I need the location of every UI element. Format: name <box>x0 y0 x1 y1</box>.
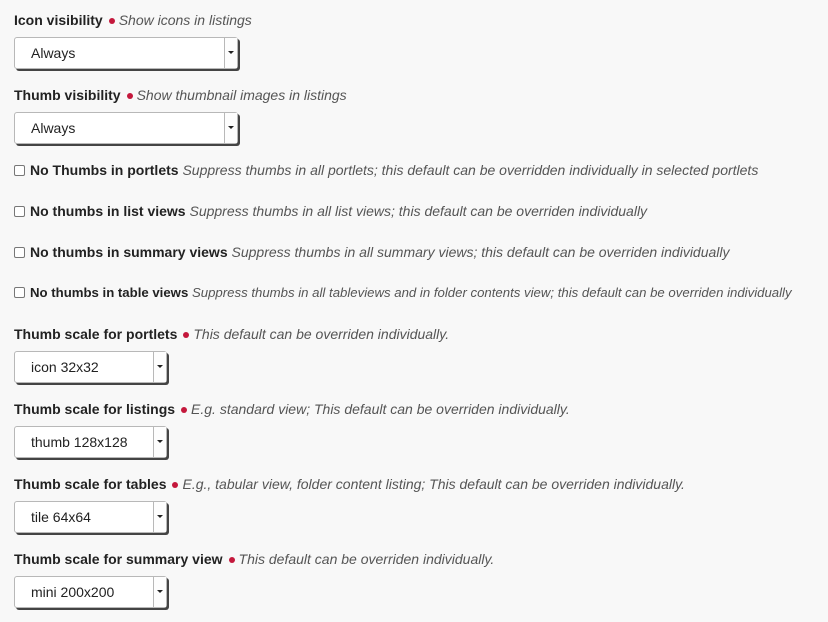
no-thumbs-summary-label[interactable]: No thumbs in summary views <box>30 244 228 260</box>
field-label-line <box>14 11 252 29</box>
icon-visibility-label: Icon visibility <box>14 12 103 28</box>
required-marker-icon <box>181 407 187 413</box>
chevron-down-icon <box>224 113 237 143</box>
required-marker-icon <box>229 557 235 563</box>
thumb-scale-summary-select[interactable] <box>14 576 167 608</box>
thumb-visibility-label: Thumb visibility <box>14 87 121 103</box>
required-marker-icon <box>109 18 115 24</box>
thumb-scale-portlets-label: Thumb scale for portlets <box>14 326 178 342</box>
no-thumbs-list-label[interactable]: No thumbs in list views <box>30 203 186 219</box>
field-label-line <box>14 550 494 568</box>
thumb-scale-listings-select[interactable] <box>14 426 167 458</box>
field-thumb-scale-portlets <box>14 325 450 375</box>
field-thumb-visibility <box>14 86 347 136</box>
thumb-scale-portlets-select[interactable] <box>14 351 167 383</box>
no-thumbs-summary-checkbox[interactable] <box>14 247 25 258</box>
chevron-down-icon <box>153 502 166 532</box>
chevron-down-icon <box>153 577 166 607</box>
field-thumb-scale-listings <box>14 400 570 450</box>
no-thumbs-list-checkbox[interactable] <box>14 206 25 217</box>
no-thumbs-portlets-help: Suppress thumbs in all portlets; this default can be overridden individually in selected portlets <box>182 162 759 178</box>
icon-visibility-value: Always <box>31 45 76 61</box>
no-thumbs-portlets-checkbox[interactable] <box>14 165 25 176</box>
thumb-scale-listings-label: Thumb scale for listings <box>14 401 176 417</box>
thumb-scale-tables-select[interactable] <box>14 501 167 533</box>
no-thumbs-table-checkbox[interactable] <box>14 287 25 298</box>
no-thumbs-summary-row <box>14 243 730 261</box>
no-thumbs-portlets-label[interactable]: No Thumbs in portlets <box>30 162 179 178</box>
field-label-line <box>14 475 685 493</box>
thumb-scale-listings-help: E.g. standard view; This default can be overriden individually. <box>191 401 570 417</box>
chevron-down-icon <box>224 38 237 68</box>
thumb-scale-tables-value: tile 64x64 <box>31 509 91 525</box>
icon-visibility-help: Show icons in listings <box>118 12 252 28</box>
no-thumbs-table-row <box>14 284 792 302</box>
thumb-visibility-select[interactable] <box>14 112 238 144</box>
required-marker-icon <box>172 482 178 488</box>
field-thumb-scale-summary <box>14 550 495 600</box>
no-thumbs-summary-help: Suppress thumbs in all summary views; this default can be overriden individually <box>231 244 730 260</box>
chevron-down-icon <box>153 427 166 457</box>
required-marker-icon <box>183 332 189 338</box>
thumb-scale-summary-help: This default can be overriden individually. <box>238 551 495 567</box>
thumb-scale-portlets-help: This default can be overriden individually. <box>193 326 450 342</box>
icon-visibility-select[interactable] <box>14 37 238 69</box>
thumb-scale-summary-value: mini 200x200 <box>31 584 115 600</box>
field-icon-visibility <box>14 11 252 61</box>
no-thumbs-table-label[interactable]: No thumbs in table views <box>30 285 189 300</box>
no-thumbs-table-help: Suppress thumbs in all tableviews and in folder contents view; this default can be overriden individually <box>191 285 792 300</box>
required-marker-icon <box>127 93 133 99</box>
thumb-scale-listings-value: thumb 128x128 <box>31 434 128 450</box>
field-label-line <box>14 400 570 418</box>
no-thumbs-list-help: Suppress thumbs in all list views; this default can be overriden individually <box>189 203 648 219</box>
field-thumb-scale-tables <box>14 475 685 525</box>
thumb-visibility-help: Show thumbnail images in listings <box>136 87 347 103</box>
chevron-down-icon <box>153 352 166 382</box>
no-thumbs-list-row <box>14 202 647 220</box>
field-label-line <box>14 86 347 104</box>
field-label-line <box>14 325 449 343</box>
thumb-scale-tables-help: E.g., tabular view, folder content listing; This default can be overriden individually. <box>182 476 685 492</box>
thumb-scale-tables-label: Thumb scale for tables <box>14 476 167 492</box>
thumb-scale-summary-label: Thumb scale for summary view <box>14 551 223 567</box>
no-thumbs-portlets-row <box>14 161 758 179</box>
thumb-scale-portlets-value: icon 32x32 <box>31 359 99 375</box>
thumb-visibility-value: Always <box>31 120 76 136</box>
